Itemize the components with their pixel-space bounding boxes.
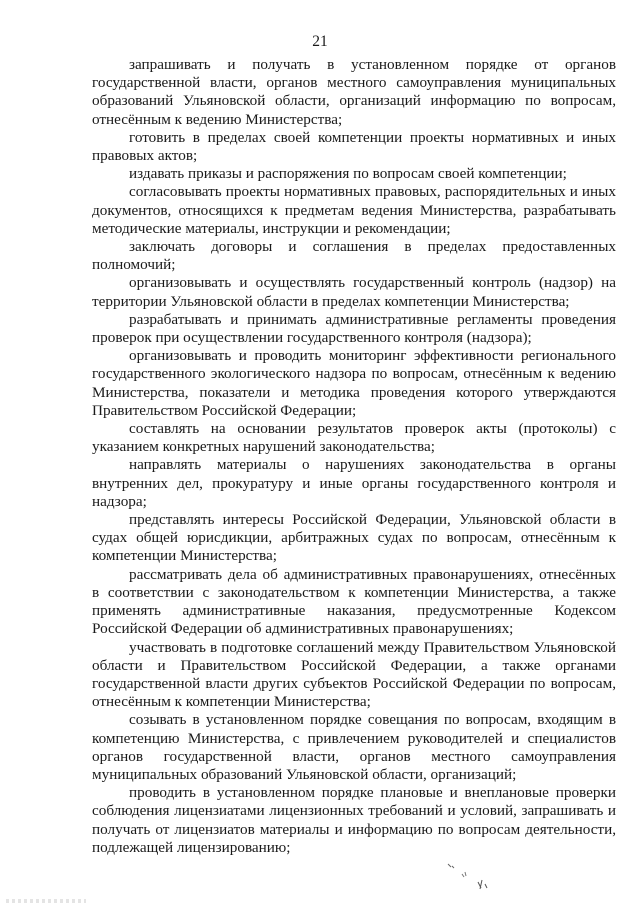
paragraph: составлять на основании результатов проверок акты (протоколы) с указанием конкретных нарушений законодательства;: [92, 420, 616, 456]
paragraph: заключать договоры и соглашения в пределах предоставленных полномочий;: [92, 238, 616, 274]
paragraph: проводить в установленном порядке плановые и внеплановые проверки соблюдения лицензиатами лицензионных требований и условий, запрашивать и получать от лицензиатов материалы и информацию по вопросам деятельности, подлежащей лицензированию;: [92, 784, 616, 856]
paragraph: рассматривать дела об административных правонарушениях, отнесённых в соответствии с законодательством к компетенции Министерства, а также применять административные наказания, предусмотренные Кодексом Российской Федерации об административных правонарушениях;: [92, 565, 616, 638]
paragraph: представлять интересы Российской Федерации, Ульяновской области в судах общей юрисдикции, арбитражных судах по вопросам, отнесённым к компетенции Министерства;: [92, 511, 616, 565]
paragraph: направлять материалы о нарушениях законодательства в органы внутренних дел, прокуратуру и иные органы государственного контроля и надзора;: [92, 456, 616, 510]
paragraph: организовывать и осуществлять государственный контроль (надзор) на территории Ульяновской области в пределах компетенции Министерства;: [92, 274, 616, 310]
paragraph: организовывать и проводить мониторинг эффективности регионального государственного экологического надзора по вопросам, отнесённым к ведению Министерства, показатели и методика проведения которого утверждаются Правительством Российской Федерации;: [92, 347, 616, 419]
paragraph: издавать приказы и распоряжения по вопросам своей компетенции;: [129, 165, 567, 183]
paragraph: созывать в установленном порядке совещания по вопросам, входящим в компетенцию Министерства, с привлечением руководителей и специалистов органов государственной власти, органов местного самоуправления муниципальных образований Ульяновской области, организаций;: [92, 711, 616, 783]
scan-marks: [440, 860, 500, 900]
document-body: [92, 56, 616, 857]
paragraph: готовить в пределах своей компетенции проекты нормативных и иных правовых актов;: [92, 128, 616, 165]
paragraph: участвовать в подготовке соглашений между Правительством Ульяновской области и Правительством Российской Федерации, а также органами государственной власти других субъектов Российской Федерации по вопросам, отнесённым к компетенции Министерства;: [92, 638, 616, 711]
paragraph: запрашивать и получать в установленном порядке от органов государственной власти, органов местного самоуправления муниципальных образований Ульяновской области, организаций информацию по вопросам, отнесённым к ведению Министерства;: [92, 56, 616, 128]
scan-edge-artifact: [6, 899, 86, 903]
paragraph: согласовывать проекты нормативных правовых, распорядительных и иных документов, относящихся к предметам ведения Министерства, разрабатывать методические материалы, инструкции и рекомендации;: [92, 183, 616, 237]
paragraph: разрабатывать и принимать административные регламенты проведения проверок при осуществлении государственного контроля (надзора);: [92, 310, 616, 347]
page-number: 21: [312, 33, 328, 50]
